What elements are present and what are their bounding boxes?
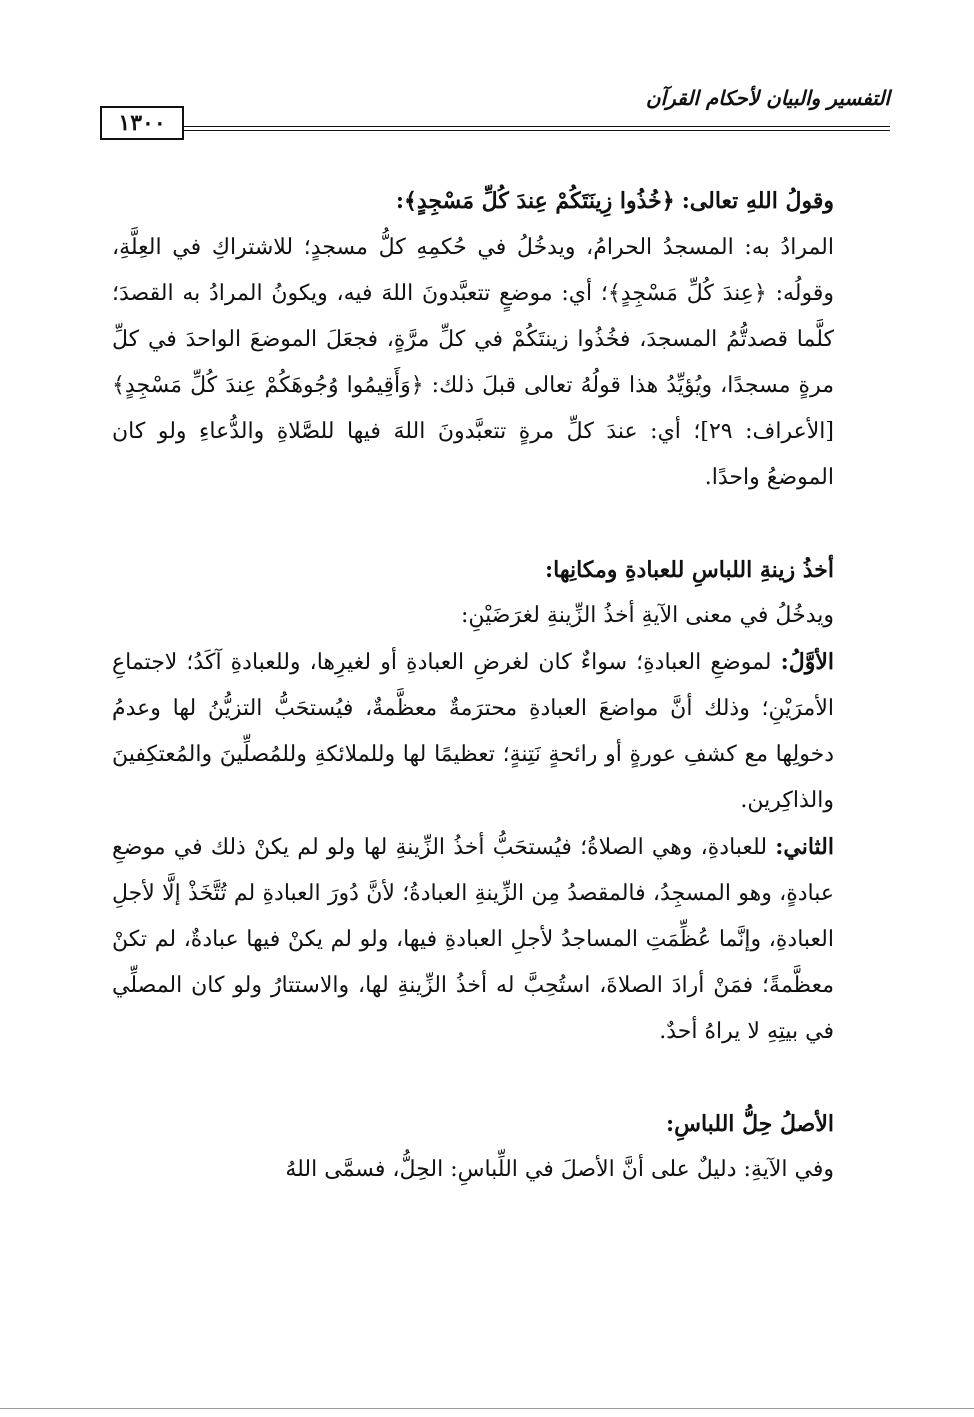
verse-text: ﴿خُذُوا زِينَتَكُمْ عِندَ كُلِّ مَسْجِدٍ﴾: [395, 188, 675, 214]
page-number: ١٣٠٠ [100, 106, 184, 140]
paragraph-4 [112, 824, 834, 1055]
paragraph-2: ويدخُلُ في معنى الآيةِ أخذُ الزِّينةِ لغرَضَيْنِ: [460, 603, 834, 628]
verse-intro: وقولُ اللهِ تعالى: [681, 188, 834, 214]
paragraph-1: المرادُ به: المسجدُ الحرامُ، ويدخُلُ في حُكمِهِ كلُّ مسجدٍ؛ للاشتراكِ في العِلَّةِ، وقولُه: ﴿عِندَ كُلِّ مَسْجِدٍ﴾؛ أي: موضعٍ تتعبَّدونَ اللهَ فيه، ويكونُ المرادُ به القصدَ؛ كلَّما قصدتُّمُ المسجدَ، فخُذُوا زينتَكُمْ في كلِّ مرَّةٍ، فجعَلَ الموضعَ الواحدَ في كلِّ مرةٍ مسجدًا، ويُؤيِّدُ هذا قولُهُ تعالى قبلَ ذلك: ﴿وَأَقِيمُوا وُجُوهَكُمْ عِندَ كُلِّ مَسْجِدٍ﴾ [الأعراف: ٢٩]؛ أي: عندَ كلِّ مرةٍ تتعبَّدونَ اللهَ فيها للصَّلاةِ والدُّعاءِ ولو كان الموضعُ واحدًا. [112, 235, 834, 490]
section-heading-2: الأصلُ حِلُّ اللباسِ: [666, 1111, 834, 1137]
paragraph-3-text: لموضعِ العبادةِ؛ سواءٌ كان لغرضِ العبادةِ أو لغيرِها، وللعبادةِ آكَدُ؛ لاجتماعِ الأمرَيْنِ؛ وذلك أنَّ مواضعَ العبادةِ محترَمةٌ معظَّمةٌ، فيُستحَبُّ التزيُّنُ لها وعدمُ دخولِها مع كشفِ عورةٍ أو رائحةٍ نَتِنةٍ؛ تعظيمًا لها وللملائكةِ وللمُصلِّينَ والمُعتكِفينَ والذاكِرين. [112, 650, 835, 813]
paragraph-5: وفي الآيةِ: دليلٌ على أنَّ الأصلَ في اللِّباسِ: الحِلُّ، فسمَّى اللهُ [285, 1157, 834, 1182]
paragraph-4-text: للعبادةِ، وهي الصلاةُ؛ فيُستحَبُّ أخذُ الزِّينةِ لها ولو لم يكنْ ذلك في موضعِ عبادةٍ، وهو المسجِدُ، فالمقصدُ مِن الزِّينةِ العبادةُ؛ لأنَّ دُورَ العبادةِ لم تُتَّخَذْ إلَّا لأجلِ العبادةِ، وإنَّما عُظِّمَتِ المساجدُ لأجلِ العبادةِ فيها، ولو لم يكنْ فيها عبادةٌ، لم تكنْ معظَّمةً؛ فمَنْ أرادَ الصلاةَ، استُحِبَّ له أخذُ الزِّينةِ لها، والاستتارُ ولو كان المصلِّي في بيتِهِ لا يراهُ أحدٌ. [112, 835, 834, 1044]
spacer [112, 1055, 834, 1101]
first-label: الأوَّلُ: [780, 649, 834, 675]
header-rule [100, 126, 890, 131]
paragraph-3 [112, 639, 834, 824]
verse-line [112, 178, 834, 225]
book-title: التفسير والبيان لأحكام القرآن [645, 86, 890, 110]
footer-rule [0, 1408, 974, 1409]
second-label: الثاني: [775, 834, 834, 860]
page-content [112, 178, 834, 1193]
page-header [100, 86, 890, 156]
section-heading-1: أخذُ زينةِ اللباسِ للعبادةِ ومكانِها: [545, 557, 834, 583]
spacer [112, 501, 834, 547]
